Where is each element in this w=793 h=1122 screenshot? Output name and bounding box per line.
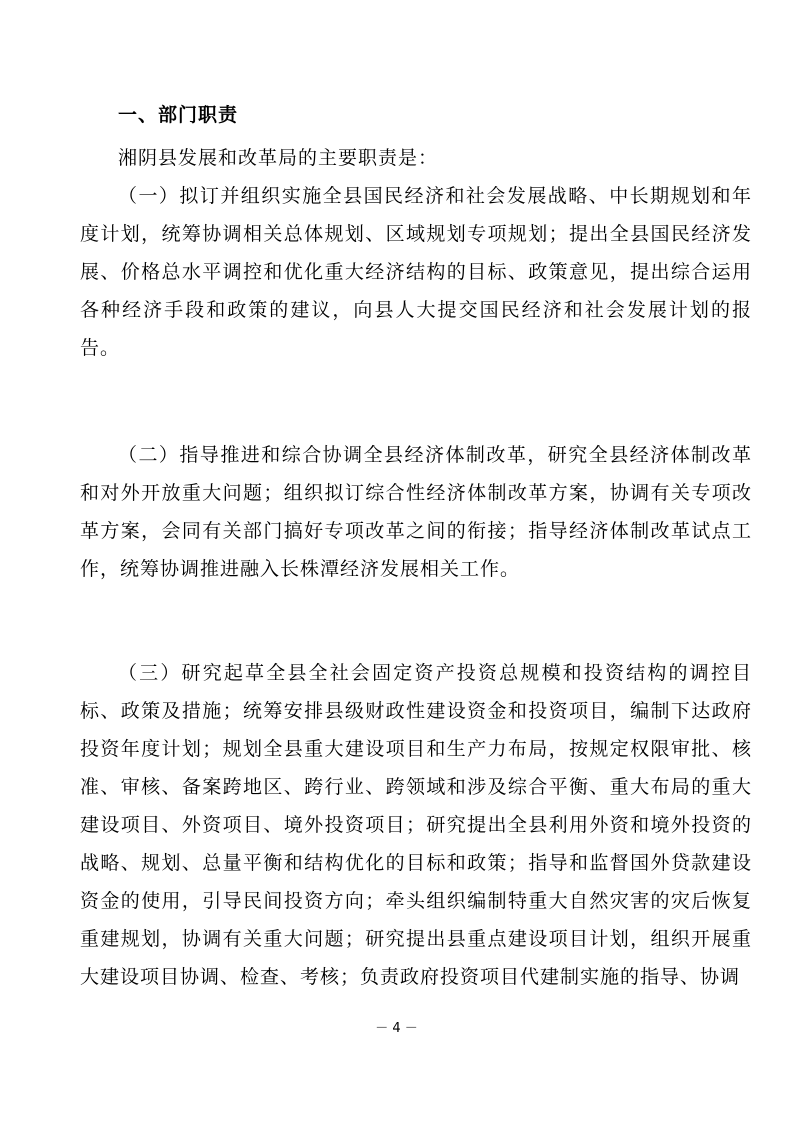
intro-text: 湘阴县发展和改革局的主要职责是： [118, 147, 439, 169]
paragraph-2: （二）指导推进和综合协调全县经济体制改革，研究全县经济体制改革和对外开放重大问题；组织拟订综合性经济体制改革方案，协调有关专项改革方案，会同有关部门搞好专项改革之间的衔接；指导经济体制改革试点工作，统筹协调推进融入长株潭经济发展相关工作。 [80, 444, 752, 580]
section-heading: 一、部门职责 [118, 104, 239, 126]
paragraph-3: （三）研究起草全县全社会固定资产投资总规模和投资结构的调控目标、政策及措施；统筹安排县级财政性建设资金和投资项目，编制下达政府投资年度计划；规划全县重大建设项目和生产力布局，按规定权限审批、核准、审核、备案跨地区、跨行业、跨领域和涉及综合平衡、重大布局的重大建设项目、外资项目、境外投资项目；研究提出全县利用外资和境外投资的战略、规划、总量平衡和结构优化的目标和政策；指导和监督国外贷款建设资金的使用，引导民间投资方向；牵头组织编制特重大自然灾害的灾后恢复重建规划，协调有关重大问题；研究提出县重点建设项目计划，组织开展重大建设项目协调、检查、考核；负责政府投资项目代建制实施的指导、协调 [80, 662, 752, 988]
page-number: － 4 － [375, 1021, 418, 1036]
paragraph-1: （一）拟订并组织实施全县国民经济和社会发展战略、中长期规划和年度计划，统筹协调相关总体规划、区域规划专项规划；提出全县国民经济发展、价格总水平调控和优化重大经济结构的目标、政策意见，提出综合运用各种经济手段和政策的建议，向县人大提交国民经济和社会发展计划的报告。 [80, 185, 752, 359]
